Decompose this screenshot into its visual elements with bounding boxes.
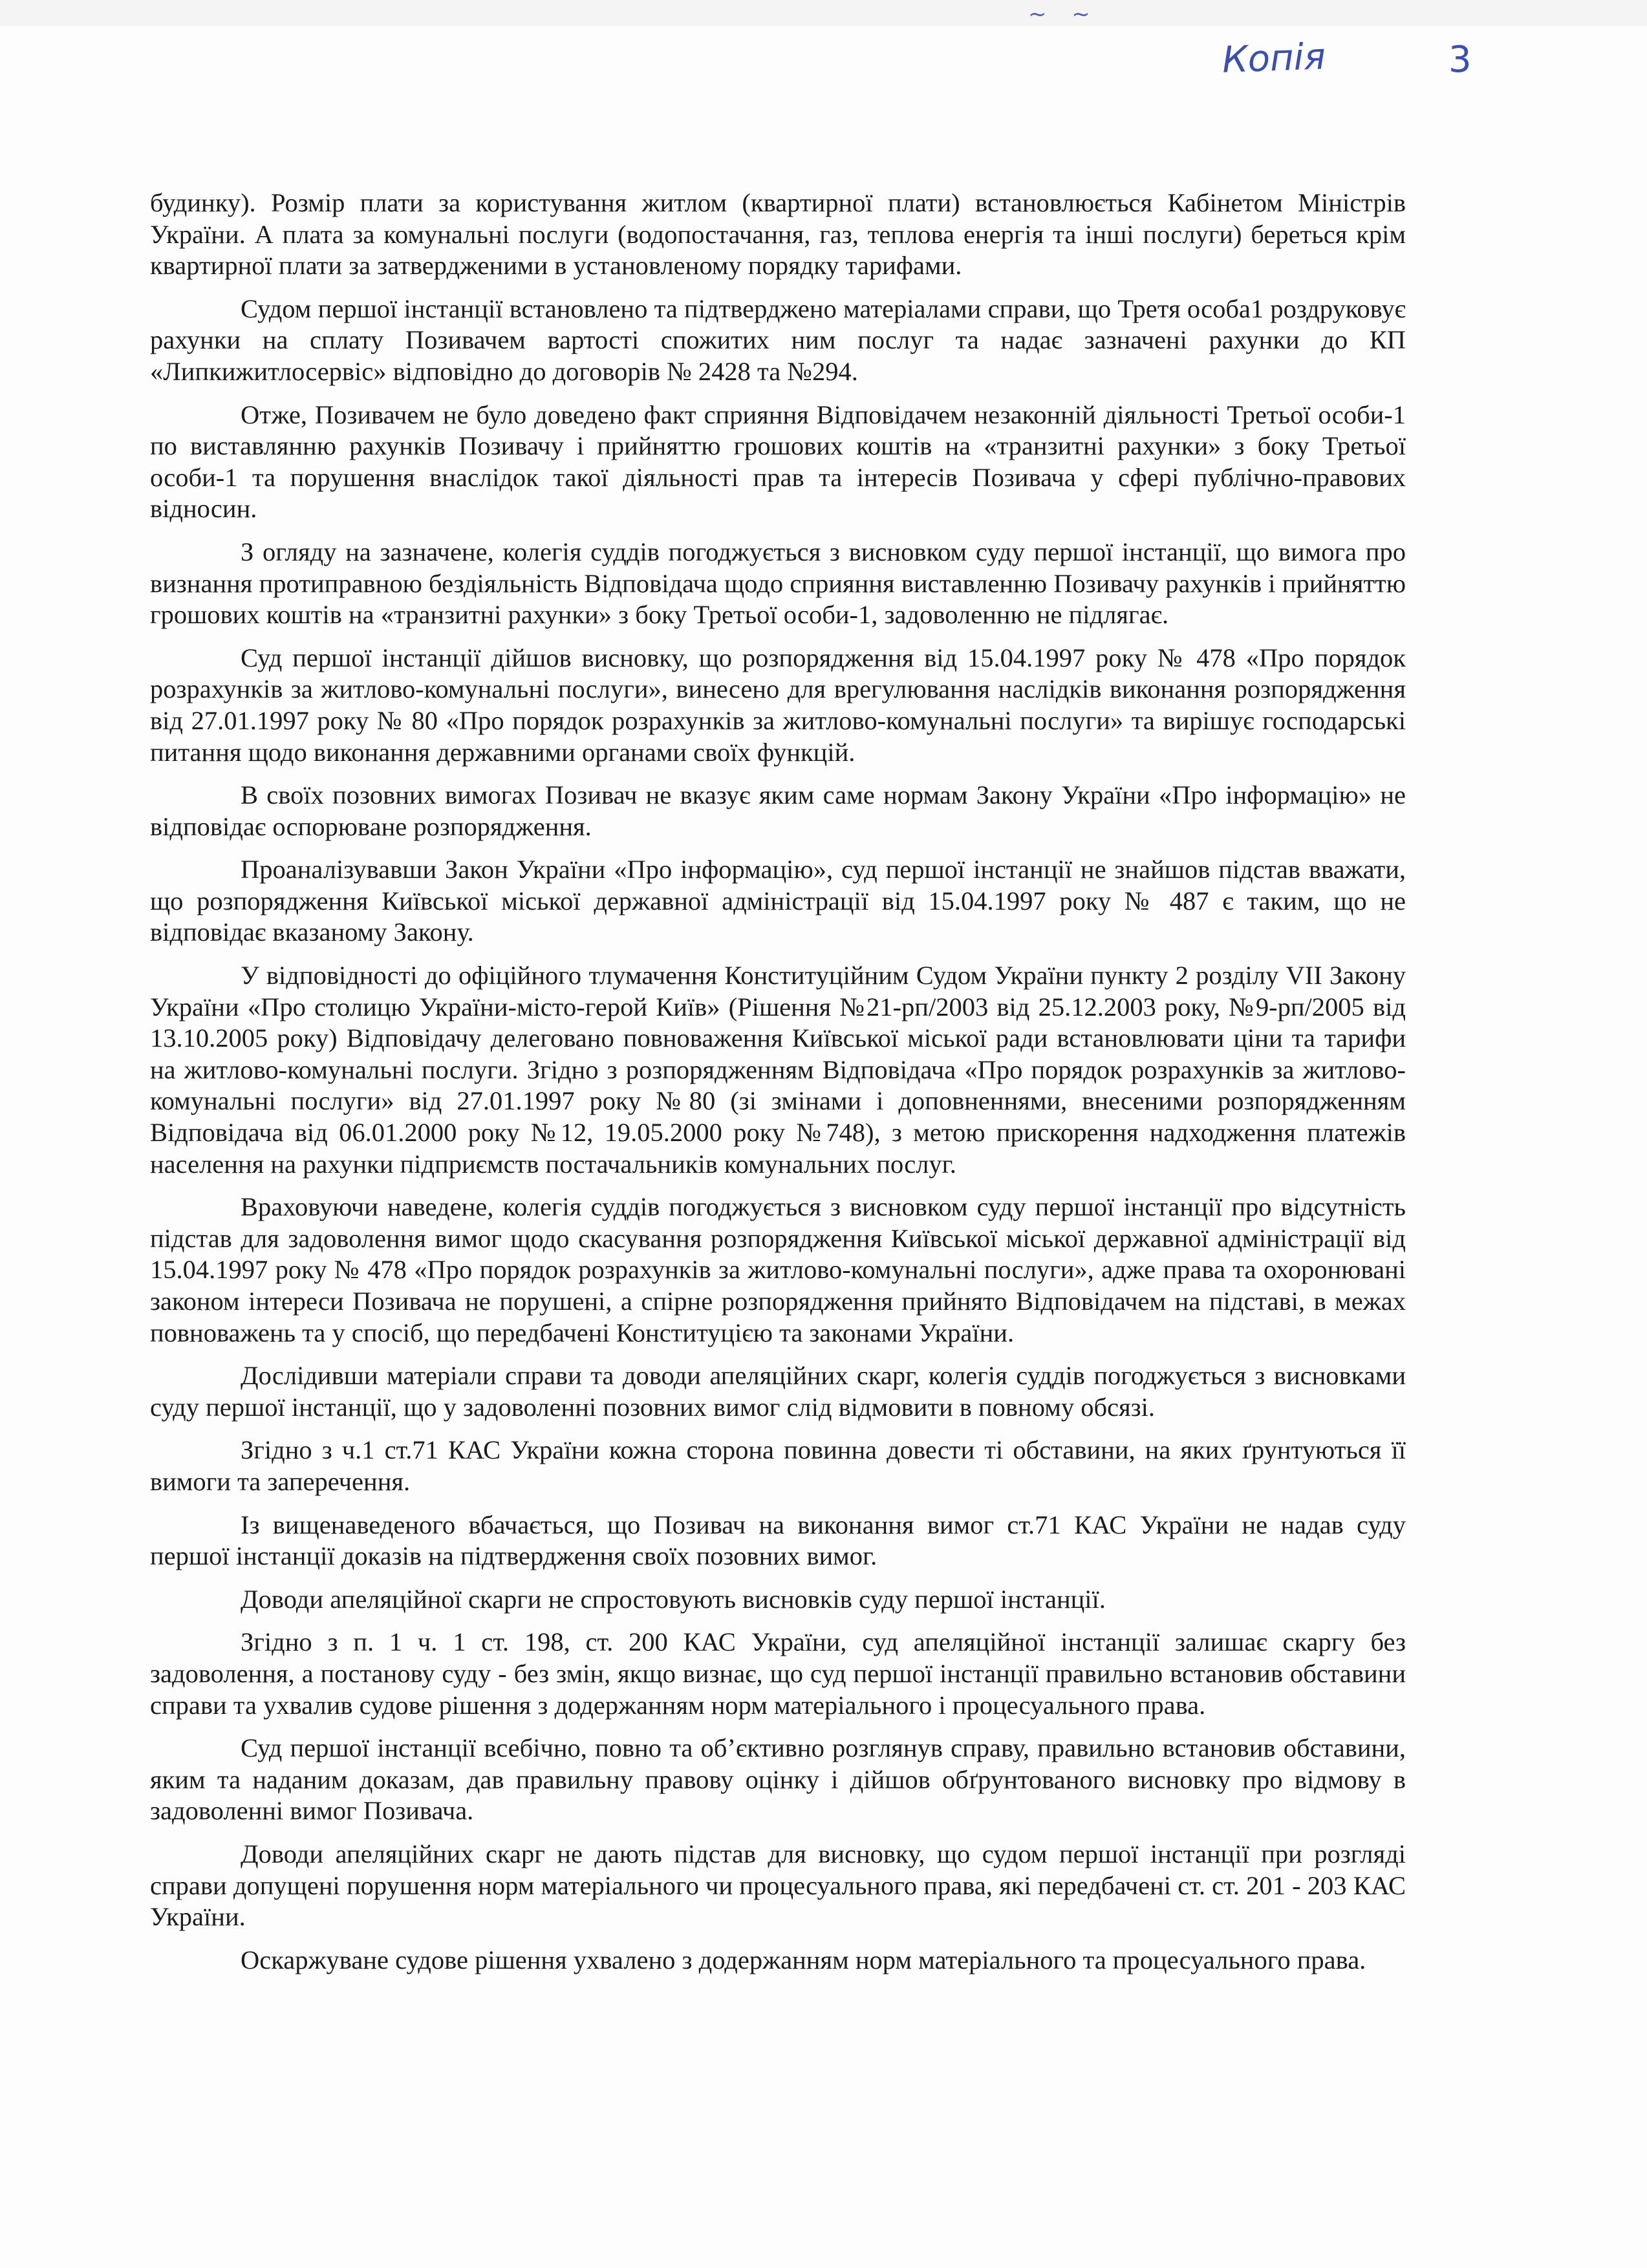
paragraph-12: Із вищенаведеного вбачається, що Позивач на виконання вимог ст.71 КАС України не надав суду першої інстанції доказів на підтвердження своїх позовних вимог. — [150, 1510, 1406, 1571]
paragraph-6: В своїх позовних вимогах Позивач не вказує яким саме нормам Закону України «Про інформацію» не відповідає оспорюване розпорядження. — [150, 780, 1406, 841]
paragraph-11: Згідно з ч.1 ст.71 КАС України кожна сторона повинна довести ті обставини, на яких ґрунтуються її вимоги та заперечення. — [150, 1435, 1406, 1496]
paragraph-2: Судом першої інстанції встановлено та підтверджено матеріалами справи, що Третя особа1 роздруковує рахунки на сплату Позивачем вартості спожитих ним послуг та надає зазначені рахунки до КП «Липкижитлосервіс» відповідно до договорів № 2428 та №294. — [150, 294, 1406, 386]
paragraph-14: Згідно з п. 1 ч. 1 ст. 198, ст. 200 КАС України, суд апеляційної інстанції залишає скаргу без задоволення, а постанову суду - без змін, якщо визнає, що суд першої інстанції правильно встановив обставини справи та ухвалив судове рішення з додержанням норм матеріального і процесуального права. — [150, 1627, 1406, 1720]
paragraph-15: Суд першої інстанції всебічно, повно та об’єктивно розглянув справу, правильно встановив обставини, яким та наданим доказам, дав правильну правову оцінку і дійшов обґрунтованого висновку про відмову в задоволенні вимог Позивача. — [150, 1733, 1406, 1826]
paragraph-13: Доводи апеляційної скарги не спростовують висновків суду першої інстанції. — [241, 1584, 1106, 1614]
paragraph-16: Доводи апеляційних скарг не дають підстав для висновку, що судом першої інстанції при розгляді справи допущені порушення норм матеріального чи процесуального права, які передбачені ст. ст. 201 - 203 КАС України. — [150, 1839, 1406, 1932]
paragraph-3: Отже, Позивачем не було доведено факт сприяння Відповідачем незаконній діяльності Третьої особи-1 по виставлянню рахунків Позивачу і прийняттю грошових коштів на «транзитні рахунки» з боку Третьої особи-1 та порушення внаслідок такої діяльності прав та інтересів Позивача у сфері публічно-правових відносин. — [150, 400, 1406, 524]
paragraph-10: Дослідивши матеріали справи та доводи апеляційних скарг, колегія суддів погоджується з висновками суду першої інстанції, що у задоволенні позовних вимог слід відмовити в повному обсязі. — [150, 1361, 1406, 1422]
paragraph-5: Суд першої інстанції дійшов висновку, що розпорядження від 15.04.1997 року № 478 «Про порядок розрахунків за житлово-комунальні послуги», винесено для врегулювання наслідків виконання розпорядження від 27.01.1997 року № 80 «Про порядок розрахунків за житлово-комунальні послуги» та вирішує господарські питання щодо виконання державними органами своїх функцій. — [150, 643, 1406, 767]
paragraph-8: У відповідності до офіційного тлумачення Конституційним Судом України пункту 2 розділу VII Закону України «Про столицю України-місто-герой Київ» (Рішення №21-рп/2003 від 25.12.2003 року, №9-рп/2005 від 13.10.2005 року) Відповідачу делеговано повноваження Київської міської ради встановлювати ціни та тарифи на житлово-комунальні послуги. Згідно з розпорядженням Відповідача «Про порядок розрахунків за житлово-комунальні послуги» від 27.01.1997 року №80 (зі змінами і доповненнями, внесеними розпорядженням Відповідача від 06.01.2000 року №12, 19.05.2000 року №748), з метою прискорення надходження платежів населення на рахунки підприємств постачальників комунальних послуг. — [150, 961, 1406, 1179]
paragraph-9: Враховуючи наведене, колегія суддів погоджується з висновком суду першої інстанції про відсутність підстав для задоволення вимог щодо скасування розпорядження Київської міської державної адміністрації від 15.04.1997 року № 478 «Про порядок розрахунків за житлово-комунальні послуги», адже права та охоронювані законом інтереси Позивача не порушені, а спірне розпорядження прийнято Відповідачем на підставі, в межах повноважень та у спосіб, що передбачені Конституцією та законами України. — [150, 1192, 1406, 1347]
paragraph-4: З огляду на зазначене, колегія суддів погоджується з висновком суду першої інстанції, що вимога про визнання протиправною бездіяльність Відповідача щодо сприяння виставленню Позивачу рахунків і прийняттю грошових коштів на «транзитні рахунки» з боку Третьої особи-1, задоволенню не підлягає. — [150, 537, 1406, 630]
document-body — [150, 187, 1406, 1987]
paragraph-17: Оскаржуване судове рішення ухвалено з додержанням норм матеріального та процесуального права. — [241, 1945, 1366, 1974]
page-number: 3 — [1448, 39, 1472, 81]
paragraph-7: Проаналізувавши Закон України «Про інформацію», суд першої інстанції не знайшов підстав вважати, що розпорядження Київської міської державної адміністрації від 15.04.1997 року № 487 є таким, що не відповідає вказаному Закону. — [150, 855, 1406, 947]
handwritten-scrawl-top: ~ ~ — [1028, 1, 1099, 27]
copy-stamp: Копія — [1221, 36, 1326, 81]
underlying-page-edge — [0, 0, 1647, 26]
paragraph-1: будинку). Розмір плати за користування житлом (квартирної плати) встановлюється Кабінетом Міністрів України. А плата за комунальні послуги (водопостачання, газ, теплова енергія та інші послуги) береться крім квартирної плати за затвердженими в установленому порядку тарифами. — [150, 188, 1406, 281]
